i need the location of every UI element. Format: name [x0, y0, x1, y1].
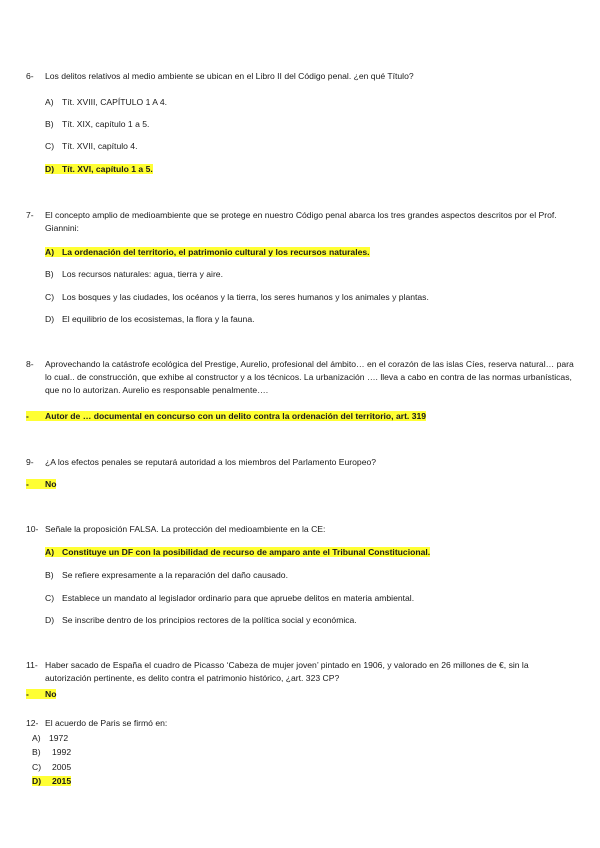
option-letter: C)	[32, 762, 42, 772]
question-number: 12-	[26, 718, 39, 728]
highlighted-answer	[26, 411, 426, 421]
option-letter: B)	[32, 747, 41, 757]
option-text: Tít. XVIII, CAPÍTULO 1 A 4.	[62, 97, 168, 107]
answer-dash: -	[26, 689, 29, 699]
q7-option-d	[45, 313, 575, 325]
answer-dash: -	[26, 411, 29, 421]
option-text: 2005	[52, 762, 72, 772]
question-text: El concepto amplio de medioambiente que se protege en nuestro Código penal abarca los tres grandes aspectos descritos por el Prof. Giannini:	[45, 210, 557, 233]
answer-text: Autor de … documental en concurso con un delito contra la ordenación del territorio, art. 319	[45, 411, 427, 421]
question-text: ¿A los efectos penales se reputará autoridad a los miembros del Parlamento Europeo?	[45, 457, 377, 467]
q12-option-c	[32, 761, 71, 773]
question-text: El acuerdo de Paris se firmó en:	[45, 718, 168, 728]
option-letter: A)	[45, 247, 55, 257]
option-letter: C)	[45, 141, 55, 151]
question-number: 8-	[26, 359, 34, 369]
question-number: 11-	[26, 660, 38, 670]
q10-option-c	[45, 592, 575, 604]
option-text: 1972	[49, 733, 69, 743]
q10-option-a	[45, 546, 575, 558]
option-letter: D)	[32, 776, 42, 786]
question-11	[26, 659, 574, 685]
highlighted-answer	[26, 689, 56, 699]
option-text: Constituye un DF con la posibilidad de recurso de amparo ante el Tribunal Constitucional.	[62, 547, 431, 557]
option-text: Tít. XVII, capítulo 4.	[62, 141, 138, 151]
answer-text: No	[45, 479, 57, 489]
option-text: 1992	[52, 747, 72, 757]
q6-option-b	[45, 118, 575, 130]
option-letter: A)	[45, 547, 55, 557]
option-text: Tít. XVI, capítulo 1 a 5.	[62, 164, 153, 174]
option-letter: C)	[45, 593, 55, 603]
q6-option-c	[45, 140, 575, 152]
question-number: 9-	[26, 457, 34, 467]
option-letter: B)	[45, 269, 54, 279]
q12-option-a	[32, 732, 68, 744]
q6-option-a	[45, 96, 575, 108]
highlighted-answer	[26, 479, 56, 489]
option-text: 2015	[52, 776, 72, 786]
q6-option-d	[45, 163, 575, 175]
option-text: Tít. XIX, capítulo 1 a 5.	[62, 119, 150, 129]
q9-answer	[26, 478, 586, 490]
highlighted-answer	[45, 247, 370, 257]
q7-option-c	[45, 291, 575, 303]
q7-option-a	[45, 246, 575, 258]
q7-option-b	[45, 268, 575, 280]
question-8	[26, 358, 574, 397]
question-7	[26, 209, 574, 235]
option-text: La ordenación del territorio, el patrimonio cultural y los recursos naturales.	[62, 247, 370, 257]
option-letter: D)	[45, 164, 55, 174]
question-10	[26, 523, 574, 536]
option-text: Los recursos naturales: agua, tierra y aire.	[62, 269, 223, 279]
option-letter: B)	[45, 570, 54, 580]
option-letter: A)	[45, 97, 54, 107]
q12-option-b	[32, 746, 71, 758]
question-text: Los delitos relativos al medio ambiente se ubican en el Libro II del Código penal. ¿en qué Título?	[45, 71, 414, 81]
question-6	[26, 70, 574, 83]
q11-answer	[26, 688, 586, 700]
q12-option-d	[32, 775, 71, 787]
q10-option-d	[45, 614, 575, 626]
highlighted-answer	[45, 547, 430, 557]
question-number: 7-	[26, 210, 34, 220]
option-letter: B)	[45, 119, 54, 129]
option-text: Se refiere expresamente a la reparación del daño causado.	[62, 570, 288, 580]
highlighted-answer	[32, 776, 71, 786]
option-text: El equilibrio de los ecosistemas, la flora y la fauna.	[62, 314, 255, 324]
option-text: Los bosques y las ciudades, los océanos y la tierra, los seres humanos y los animales y plantas.	[62, 292, 429, 302]
option-letter: D)	[45, 615, 55, 625]
question-text: Haber sacado de España el cuadro de Picasso ‘Cabeza de mujer joven’ pintado en 1906, y valorado en 26 millones de €, sin la autorización pertinente, es delito contra el patrimonio histórico, ¿art. 323 CP?	[45, 660, 529, 683]
question-9	[26, 456, 574, 469]
q10-option-b	[45, 569, 575, 581]
answer-text: No	[45, 689, 57, 699]
question-number: 6-	[26, 71, 34, 81]
option-letter: A)	[32, 733, 41, 743]
question-text: Aprovechando la catástrofe ecológica del Prestige, Aurelio, profesional del ámbito… en el corazón de las islas Cíes, reserva natural… para lo cual.. de construcción, que exhibe al constructor y a los técnicos. La urbanización …. lleva a cabo en contra de las normas urbanísticas, que no lo autorizan. Aurelio es responsable penalmente….	[45, 359, 574, 395]
option-text: Establece un mandato al legislador ordinario para que apruebe delitos en materia ambiental.	[62, 593, 415, 603]
question-text: Señale la proposición FALSA. La protección del medioambiente en la CE:	[45, 524, 326, 534]
question-number: 10-	[26, 524, 39, 534]
answer-dash: -	[26, 479, 29, 489]
option-letter: C)	[45, 292, 55, 302]
question-12	[26, 717, 574, 730]
q8-answer	[26, 410, 586, 422]
highlighted-answer	[45, 164, 153, 174]
option-text: Se inscribe dentro de los principios rectores de la política social y económica.	[62, 615, 357, 625]
option-letter: D)	[45, 314, 55, 324]
